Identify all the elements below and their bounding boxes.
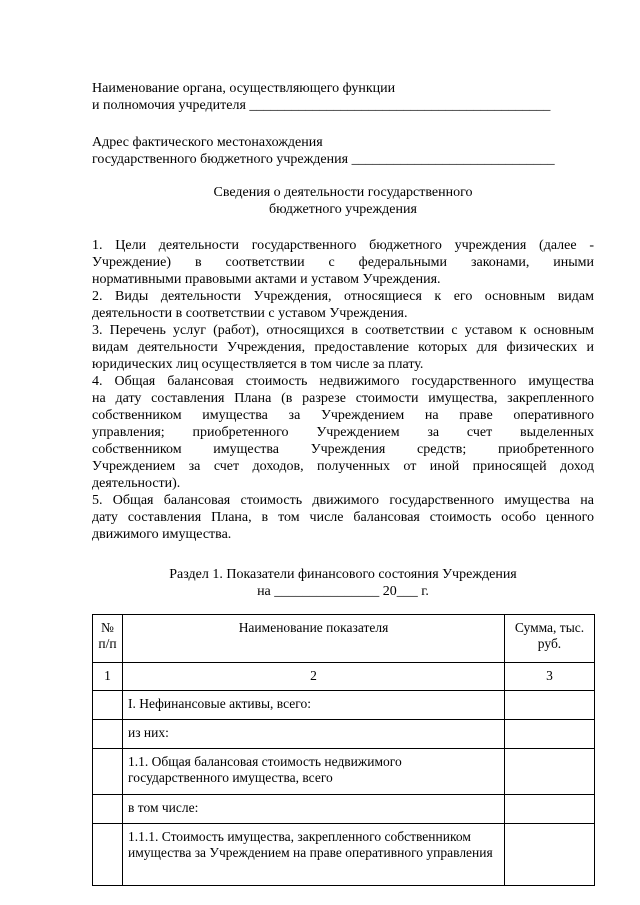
section-title: Раздел 1. Показатели финансового состояния Учреждения	[169, 567, 517, 582]
row-name: из них:	[123, 720, 505, 749]
body-line: 5. Общая балансовая стоимость движимого государственного имущества на	[92, 493, 594, 508]
header-indicator-name: Наименование показателя	[123, 615, 505, 663]
body-line: видам деятельности Учреждения, предоставление которых для физических и	[92, 340, 594, 355]
row-sum	[505, 691, 595, 720]
table-row	[93, 691, 595, 720]
heading-line-2: бюджетного учреждения	[269, 202, 417, 217]
body-line: управления; приобретенного Учреждением за счет выделенных	[92, 425, 594, 440]
table-row	[93, 749, 595, 795]
body-line: дату составления Плана, в том числе балансовая стоимость особо ценного	[92, 510, 594, 525]
header-sum: Сумма, тыс. руб.	[505, 615, 595, 663]
activity-info-body	[92, 237, 594, 543]
founder-org-label: Наименование органа, осуществляющего функции	[92, 81, 396, 96]
row-num	[93, 824, 123, 886]
row-name: 1.1.1. Стоимость имущества, закрепленного собственником имущества за Учреждением на праве оперативного управления	[123, 824, 505, 886]
column-number-row	[93, 663, 595, 691]
row-name: в том числе:	[123, 795, 505, 824]
body-line: 2. Виды деятельности Учреждения, относящиеся к его основным видам	[92, 289, 594, 304]
header-num: № п/п	[93, 615, 123, 663]
column-number: 3	[505, 663, 595, 691]
body-line: собственником имущества за Учреждением на праве оперативного	[92, 408, 594, 423]
column-number: 2	[123, 663, 505, 691]
body-line: юридических лиц осуществляется в том числе за плату.	[92, 357, 424, 372]
table-row	[93, 795, 595, 824]
body-line: 1. Цели деятельности государственного бюджетного учреждения (далее -	[92, 238, 594, 253]
row-name: I. Нефинансовые активы, всего:	[123, 691, 505, 720]
body-line: деятельности).	[92, 476, 181, 491]
body-line: собственником имущества Учреждения средств; приобретенного	[92, 442, 594, 457]
row-num	[93, 691, 123, 720]
row-num	[93, 720, 123, 749]
heading-line-1: Сведения о деятельности государственного	[213, 185, 473, 200]
table-row	[93, 824, 595, 886]
column-number: 1	[93, 663, 123, 691]
body-line: движимого имущества.	[92, 527, 232, 542]
founder-org-field: и полномочия учредителя ___________________________________________	[92, 98, 551, 113]
row-num	[93, 749, 123, 795]
table-header-row	[93, 615, 595, 663]
body-line: 3. Перечень услуг (работ), относящихся в соответствии с уставом к основным	[92, 323, 594, 338]
body-line: деятельности в соответствии с уставом Учреждения.	[92, 306, 408, 321]
body-line: Учреждение) в соответствии с федеральными законами, иными	[92, 255, 594, 270]
row-sum	[505, 749, 595, 795]
financial-indicators-table	[92, 614, 595, 886]
body-line: нормативными правовыми актами и уставом Учреждения.	[92, 272, 441, 287]
row-sum	[505, 824, 595, 886]
row-sum	[505, 795, 595, 824]
row-name: 1.1. Общая балансовая стоимость недвижимого государственного имущества, всего	[123, 749, 505, 795]
section-date-line: на _______________ 20___ г.	[257, 584, 429, 599]
table-row	[93, 720, 595, 749]
body-line: Учреждением за счет доходов, полученных от иной приносящей доход	[92, 459, 594, 474]
row-num	[93, 795, 123, 824]
row-sum	[505, 720, 595, 749]
address-label: Адрес фактического местонахождения	[92, 135, 323, 150]
body-line: на дату составления Плана (в разрезе стоимости имущества, закрепленного	[92, 391, 594, 406]
body-line: 4. Общая балансовая стоимость недвижимого государственного имущества	[92, 374, 594, 389]
address-field: государственного бюджетного учреждения _____________________________	[92, 152, 555, 167]
